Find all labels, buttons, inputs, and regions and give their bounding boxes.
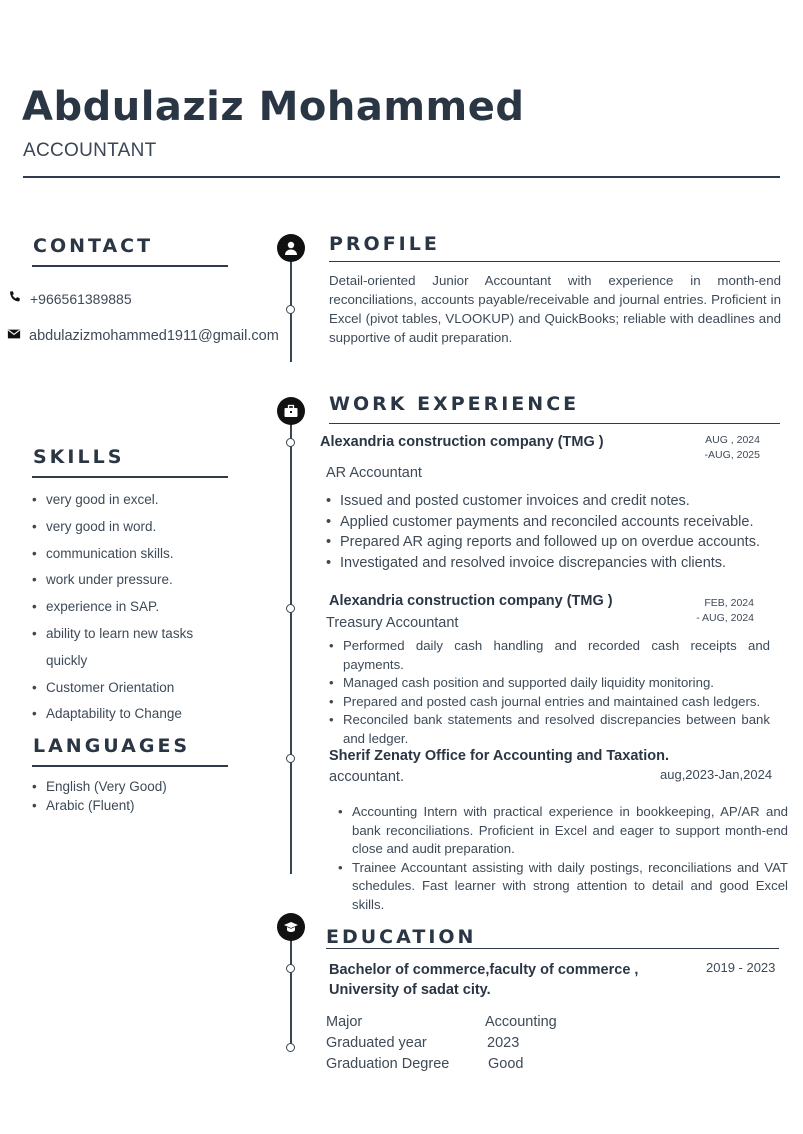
job-duty: • Managed cash position and supported daily liquidity monitoring.	[329, 674, 770, 693]
timeline-dot	[286, 964, 295, 973]
contact-email[interactable]: abdulazizmohammed1911@gmail.com	[29, 328, 279, 344]
education-degree: Bachelor of commerce,faculty of commerce , University of sadat city.	[329, 962, 639, 998]
job-duty: • Applied customer payments and reconciled accounts receivable.	[326, 512, 776, 533]
languages-divider	[32, 765, 228, 767]
job-position: accountant.	[329, 769, 404, 785]
job-date: aug,2023-Jan,2024	[660, 767, 773, 782]
job-duty: • Investigated and resolved invoice discrepancies with clients.	[326, 553, 776, 574]
education-value: Accounting	[485, 1014, 557, 1030]
job-duty: • Reconciled bank statements and resolved discrepancies between bank and ledger.	[329, 711, 770, 748]
job-duty: • Accounting Intern with practical experience in bookkeeping, AP/AR and bank reconciliations. Proficient in Excel and eager to support month-end close and audit preparation.	[338, 803, 788, 859]
skills-heading: SKILLS	[33, 446, 125, 468]
skill-item: • Customer Orientation	[32, 675, 237, 702]
language-item: • English (Very Good)	[32, 777, 237, 796]
skill-item: • Adaptability to Change	[32, 701, 237, 728]
briefcase-icon	[277, 397, 305, 425]
education-values	[485, 1012, 557, 1075]
education-heading: EDUCATION	[326, 926, 477, 948]
work-heading: WORK EXPERIENCE	[329, 393, 580, 415]
job-duty: • Trainee Accountant assisting with daily postings, reconciliations and VAT schedules. Fast learner with strong attention to detail and good Excel skills.	[338, 859, 788, 915]
job-position: Treasury Accountant	[326, 615, 459, 631]
profile-summary: Detail-oriented Junior Accountant with experience in month-end reconciliations, accounts payable/receivable and journal entries. Proficient in Excel (pivot tables, VLOOKUP) and QuickBooks; reliable with deadlines and supportive of audit preparation.	[329, 273, 781, 345]
timeline-line	[290, 412, 292, 874]
profile-divider	[329, 261, 780, 262]
education-value: Good	[488, 1056, 524, 1072]
education-label: Major	[326, 1014, 363, 1030]
profile-icon	[277, 234, 305, 262]
job-duties	[326, 491, 776, 573]
contact-divider	[32, 265, 228, 267]
education-row	[326, 1012, 449, 1075]
work-divider	[329, 423, 780, 424]
contact-phone-row	[8, 290, 132, 307]
education-divider	[326, 948, 779, 949]
job-date: FEB, 2024 - AUG, 2024	[696, 597, 754, 624]
job-duties	[338, 803, 788, 914]
timeline-dot	[286, 1043, 295, 1052]
job-company: Alexandria construction company (TMG )	[329, 593, 613, 609]
timeline-line	[290, 930, 292, 1050]
job-company: Sherif Zenaty Office for Accounting and Taxation.	[329, 748, 669, 764]
education-value: 2023	[487, 1035, 520, 1051]
skill-item: • work under pressure.	[32, 567, 237, 594]
skills-list	[32, 487, 237, 728]
skill-item: • very good in excel.	[32, 487, 237, 514]
job-duty: • Performed daily cash handling and recorded cash receipts and payments.	[329, 637, 770, 674]
header-divider	[23, 176, 780, 178]
timeline-dot	[286, 305, 295, 314]
job-duty: • Prepared AR aging reports and followed up on overdue accounts.	[326, 532, 776, 553]
languages-list	[32, 777, 237, 815]
job-duty: • Issued and posted customer invoices and credit notes.	[326, 491, 776, 512]
contact-heading: CONTACT	[33, 235, 154, 257]
language-item: • Arabic (Fluent)	[32, 796, 237, 815]
job-duty: • Prepared and posted cash journal entries and maintained cash ledgers.	[329, 693, 770, 712]
skill-item: • very good in word.	[32, 514, 237, 541]
languages-heading: LANGUAGES	[33, 735, 191, 757]
timeline-dot	[286, 604, 295, 613]
graduation-cap-icon	[277, 913, 305, 941]
job-date: AUG , 2024 -AUG, 2025	[704, 434, 760, 461]
skill-item: • communication skills.	[32, 541, 237, 568]
skill-item: • experience in SAP.	[32, 594, 237, 621]
timeline-dot	[286, 438, 295, 447]
job-position: AR Accountant	[326, 465, 422, 481]
education-label: Graduated year	[326, 1035, 427, 1051]
timeline-dot	[286, 754, 295, 763]
skill-item: • ability to learn new tasks quickly	[32, 621, 206, 675]
job-company: Alexandria construction company (TMG )	[320, 434, 604, 450]
candidate-name: Abdulaziz Mohammed	[22, 84, 525, 130]
job-title: ACCOUNTANT	[23, 140, 157, 161]
skills-divider	[32, 476, 228, 478]
profile-heading: PROFILE	[329, 233, 440, 255]
contact-email-row	[7, 327, 279, 345]
education-label: Graduation Degree	[326, 1056, 450, 1072]
job-duties	[329, 637, 770, 748]
phone-icon	[8, 290, 22, 307]
mail-icon	[7, 327, 21, 345]
contact-phone[interactable]: +966561389885	[30, 290, 132, 307]
education-years: 2019 - 2023	[706, 960, 776, 975]
